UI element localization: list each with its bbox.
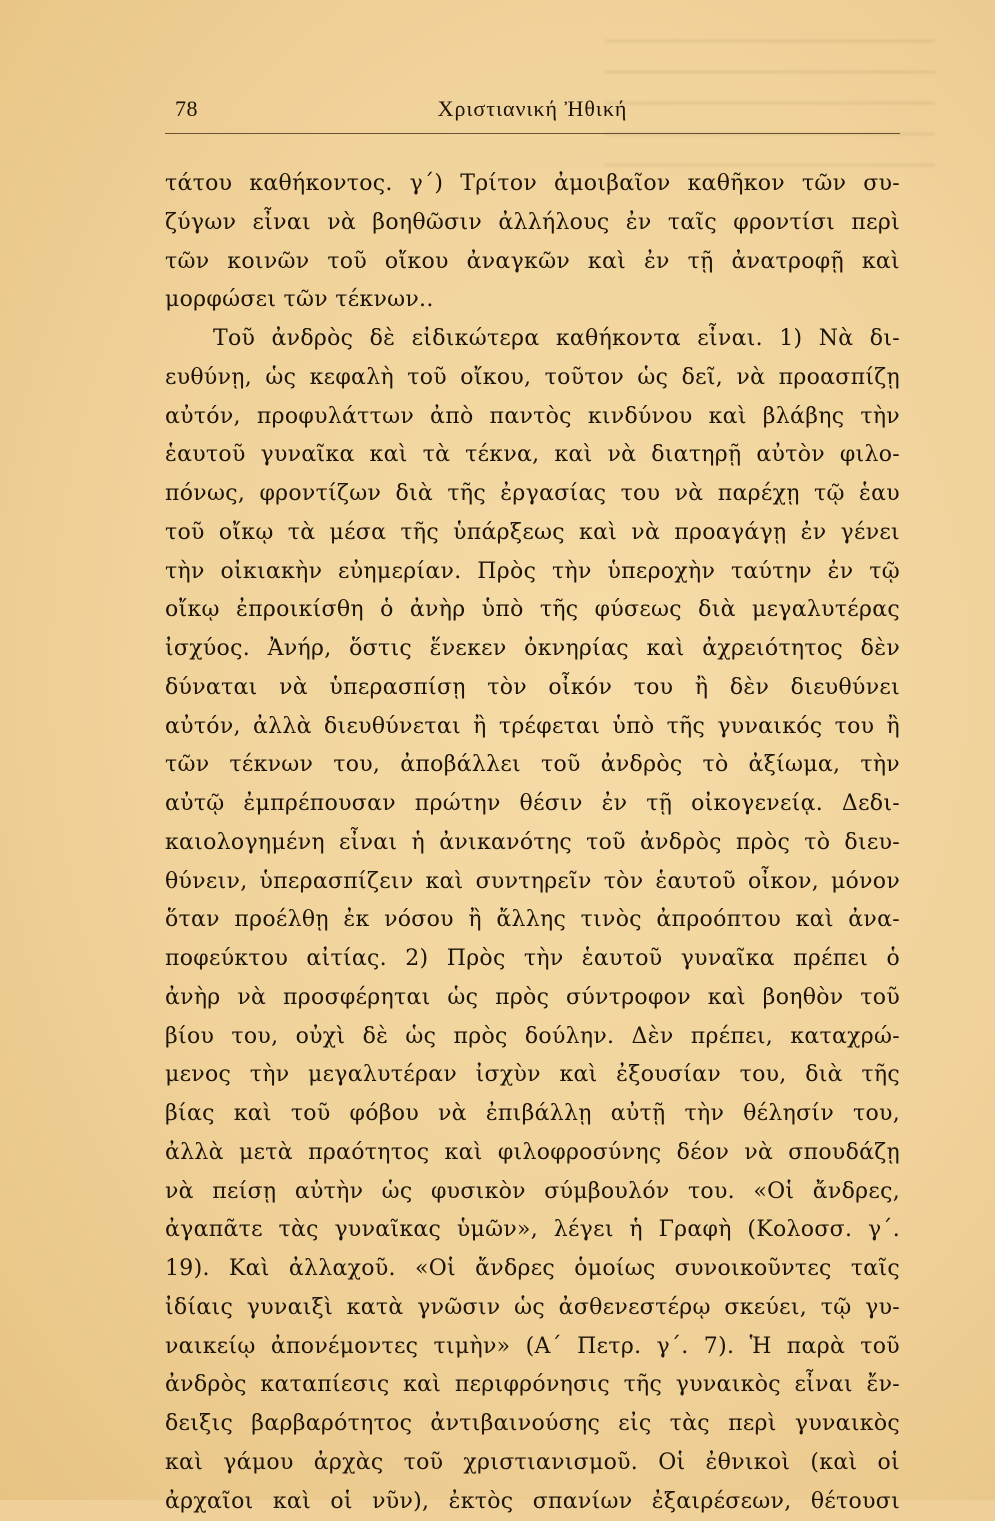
text-line: καιολογημένη εἶναι ἡ ἀνικανότης τοῦ ἀνδρὸς πρὸς τὸ διευ- — [165, 824, 900, 863]
text-line: 19). Καὶ ἀλλαχοῦ. «Οἱ ἄνδρες ὁμοίως συνοικοῦντες ταῖς — [165, 1250, 900, 1289]
text-line: ἀλλὰ μετὰ πραότητος καὶ φιλοφροσύνης δέον νὰ σπουδάζῃ — [165, 1134, 900, 1173]
text-line: τῶν κοινῶν τοῦ οἴκου ἀναγκῶν καὶ ἐν τῇ ἀνατροφῇ καὶ — [165, 243, 900, 282]
text-line: οἴκῳ ἐπροικίσθη ὁ ἀνὴρ ὑπὸ τῆς φύσεως διὰ μεγαλυτέρας — [165, 591, 900, 630]
text-line: ἰδίαις γυναιξὶ κατὰ γνῶσιν ὡς ἀσθενεστέρῳ σκεύει, τῷ γυ- — [165, 1289, 900, 1328]
body-text — [165, 165, 900, 1521]
text-line: ἀνὴρ νὰ προσφέρηται ὡς πρὸς σύντροφον καὶ βοηθὸν τοῦ — [165, 979, 900, 1018]
text-line: τοῦ οἴκῳ τὰ μέσα τῆς ὑπάρξεως καὶ νὰ προαγάγῃ ἐν γένει — [165, 514, 900, 553]
text-line: ευθύνῃ, ὡς κεφαλὴ τοῦ οἴκου, τοῦτον ὡς δεῖ, νὰ προασπίζῃ — [165, 359, 900, 398]
text-line: νὰ πείσῃ αὐτὴν ὡς φυσικὸν σύμβουλόν του. «Οἱ ἄνδρες, — [165, 1173, 900, 1212]
text-line: αὐτῷ ἐμπρέπουσαν πρώτην θέσιν ἐν τῇ οἰκογενείᾳ. Δεδι- — [165, 785, 900, 824]
text-line: τάτου καθήκοντος. γ΄) Τρίτον ἀμοιβαῖον καθῆκον τῶν συ- — [165, 165, 900, 204]
text-line: ἀρχαῖοι καὶ οἱ νῦν), ἐκτὸς σπανίων ἐξαιρέσεων, θέτουσι — [165, 1483, 900, 1521]
text-line: ναικείῳ ἀπονέμοντες τιμὴν» (Α΄ Πετρ. γ΄. 7). Ἡ παρὰ τοῦ — [165, 1328, 900, 1367]
text-line: ἀνδρὸς καταπίεσις καὶ περιφρόνησις τῆς γυναικὸς εἶναι ἔν- — [165, 1366, 900, 1405]
text-line: μενος τὴν μεγαλυτέραν ἰσχὺν καὶ ἐξουσίαν του, διὰ τῆς — [165, 1056, 900, 1095]
text-line: αὐτόν, ἀλλὰ διευθύνεται ἢ τρέφεται ὑπὸ τῆς γυναικός του ἢ — [165, 708, 900, 747]
text-line: Τοῦ ἀνδρὸς δὲ εἰδικώτερα καθήκοντα εἶναι. 1) Νὰ δι- — [165, 320, 900, 359]
running-title: Χριστιανική Ἠθική — [165, 96, 900, 122]
page-number: 78 — [175, 96, 198, 122]
text-line: ποφεύκτου αἰτίας. 2) Πρὸς τὴν ἑαυτοῦ γυναῖκα πρέπει ὁ — [165, 940, 900, 979]
text-line: καὶ γάμου ἀρχὰς τοῦ χριστιανισμοῦ. Οἱ ἐθνικοὶ (καὶ οἱ — [165, 1444, 900, 1483]
text-line: τὴν οἰκιακὴν εὐημερίαν. Πρὸς τὴν ὑπεροχὴν ταύτην ἐν τῷ — [165, 553, 900, 592]
text-line: μορφώσει τῶν τέκνων.. — [165, 281, 900, 320]
text-line: βίας καὶ τοῦ φόβου νὰ ἐπιβάλλῃ αὐτῇ τὴν θέλησίν του, — [165, 1095, 900, 1134]
text-line: ζύγων εἶναι νὰ βοηθῶσιν ἀλλήλους ἐν ταῖς φροντίσι περὶ — [165, 204, 900, 243]
text-line: θύνειν, ὑπερασπίζειν καὶ συντηρεῖν τὸν ἑαυτοῦ οἶκον, μόνον — [165, 863, 900, 902]
text-line: ὅταν προέλθῃ ἐκ νόσου ἢ ἄλλης τινὸς ἀπροόπτου καὶ ἀνα- — [165, 901, 900, 940]
text-line: ἑαυτοῦ γυναῖκα καὶ τὰ τέκνα, καὶ νὰ διατηρῇ αὐτὸν φιλο- — [165, 436, 900, 475]
page-header — [165, 96, 900, 130]
text-line: πόνως, φροντίζων διὰ τῆς ἐργασίας του νὰ παρέχῃ τῷ ἑαυ — [165, 475, 900, 514]
text-line: ἀγαπᾶτε τὰς γυναῖκας ὑμῶν», λέγει ἡ Γραφὴ (Κολοσσ. γ΄. — [165, 1211, 900, 1250]
text-line: τῶν τέκνων του, ἀποβάλλει τοῦ ἀνδρὸς τὸ ἀξίωμα, τὴν — [165, 746, 900, 785]
text-line: βίου του, οὐχὶ δὲ ὡς πρὸς δούλην. Δὲν πρέπει, καταχρώ- — [165, 1018, 900, 1057]
header-rule — [165, 133, 900, 134]
text-line: δειξις βαρβαρότητος ἀντιβαινούσης εἰς τὰς περὶ γυναικὸς — [165, 1405, 900, 1444]
text-line: δύναται νὰ ὑπερασπίσῃ τὸν οἶκόν του ἢ δὲν διευθύνει — [165, 669, 900, 708]
text-line: αὐτόν, προφυλάττων ἀπὸ παντὸς κινδύνου καὶ βλάβης τὴν — [165, 398, 900, 437]
text-line: ἰσχύος. Ἀνήρ, ὅστις ἕνεκεν ὀκνηρίας καὶ ἀχρειότητος δὲν — [165, 630, 900, 669]
